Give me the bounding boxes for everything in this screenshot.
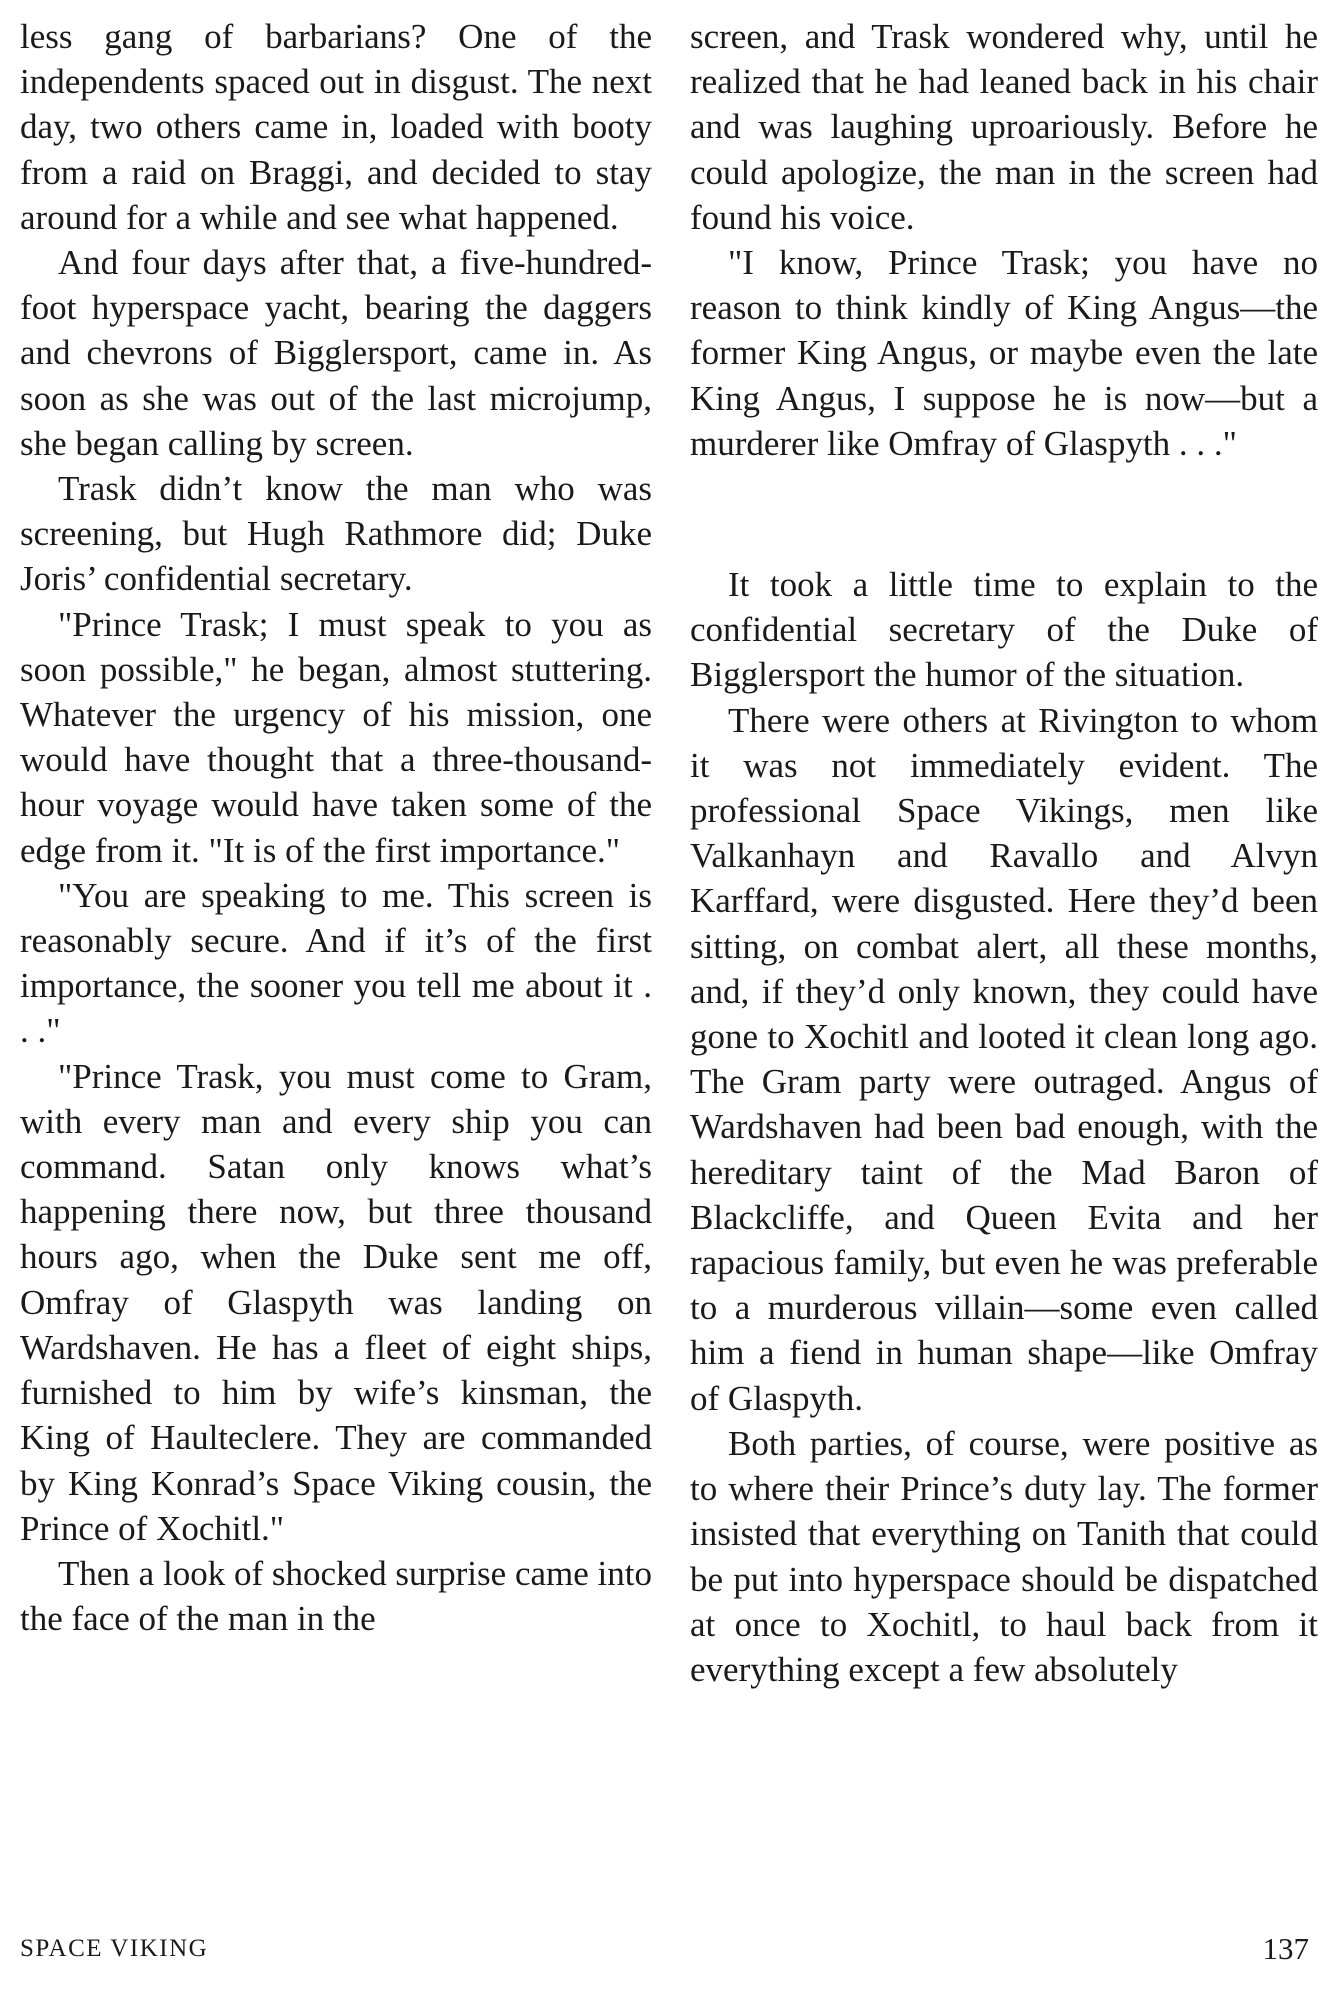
- page-number: 137: [1262, 1931, 1309, 1966]
- paragraph: It took a little time to explain to the confidential secretary of the Duke of Bigglersport the humor of the situation.: [690, 565, 1318, 695]
- paragraph: "Prince Trask; I must speak to you as soon possible," he began, almost stuttering. Whatever the urgency of his mission, one would have thought that a three-thousand-hour voyage would have taken some of the edge from it. "It is of the first importance.": [20, 604, 652, 870]
- paragraph: And four days after that, a five-hundred-foot hyperspace yacht, bearing the daggers and chevrons of Bigglersport, came in. As soon as she was out of the last microjump, she began calling by screen.: [20, 243, 652, 463]
- running-head: SPACE VIKING: [20, 1935, 209, 1962]
- paragraph: Both parties, of course, were positive as to where their Prince’s duty lay. The former insisted that everything on Tanith that could be put into hyperspace should be dispatched at once to Xochitl, to haul back from it everything except a few absolutely: [690, 1423, 1318, 1689]
- left-text-column: [20, 14, 652, 1641]
- paragraph: Trask didn’t know the man who was screening, but Hugh Rathmore did; Duke Joris’ confidential secretary.: [20, 469, 652, 599]
- paragraph: less gang of barbarians? One of the independents spaced out in disgust. The next day, two others came in, loaded with booty from a raid on Braggi, and decided to stay around for a while and see what happened.: [20, 17, 652, 237]
- paragraph: "Prince Trask, you must come to Gram, with every man and every ship you can command. Satan only knows what’s happening there now, but three thousand hours ago, when the Duke sent me off, Omfray of Glaspyth was landing on Wardshaven. He has a fleet of eight ships, furnished to him by wife’s kinsman, the King of Haulteclere. They are commanded by King Konrad’s Space Viking cousin, the Prince of Xochitl.": [20, 1056, 652, 1548]
- page-footer: [0, 1931, 1341, 1975]
- paragraph: "You are speaking to me. This screen is reasonably secure. And if it’s of the first importance, the sooner you tell me about it . . .": [20, 875, 652, 1051]
- paragraph: Then a look of shocked surprise came into the face of the man in the: [20, 1553, 652, 1639]
- right-text-column: [690, 14, 1318, 1692]
- paragraph: "I know, Prince Trask; you have no reason to think kindly of King Angus—the former King Angus, or maybe even the late King Angus, I suppose he is now—but a murderer like Omfray of Glaspyth . . .": [690, 243, 1318, 463]
- paragraph: screen, and Trask wondered why, until he realized that he had leaned back in his chair and was laughing uproariously. Before he could apologize, the man in the screen had found his voice.: [690, 17, 1318, 237]
- paragraph: There were others at Rivington to whom it was not immediately evident. The professional Space Vikings, men like Valkanhayn and Ravallo and Alvyn Karffard, were disgusted. Here they’d been sitting, on combat alert, all these months, and, if they’d only known, they could have gone to Xochitl and looted it clean long ago. The Gram party were outraged. Angus of Wardshaven had been bad enough, with the hereditary taint of the Mad Baron of Blackcliffe, and Queen Evita and her rapacious family, but even he was preferable to a murderous villain—some even called him a fiend in human shape—like Omfray of Glaspyth.: [690, 700, 1318, 1418]
